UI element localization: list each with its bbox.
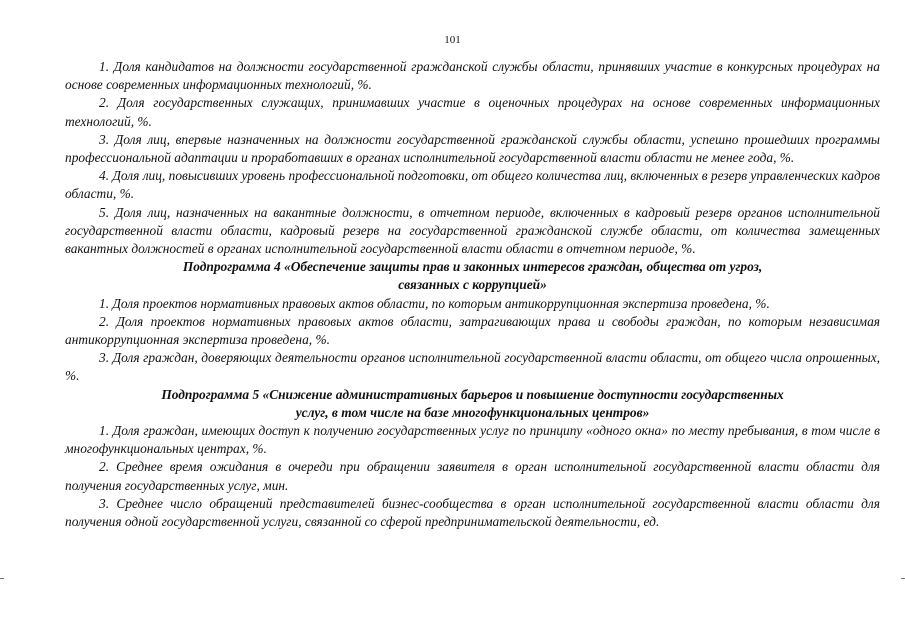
left-edge-mark [0,578,4,579]
indicator-item: 3. Среднее число обращений представителей бизнес-сообщества в орган исполнительной государственной власти области для получения одной государственной услуги, связанной со сферой предпринимательской деятельности, ед. [65,495,880,530]
subprogram-5-heading-line1: Подпрограмма 5 «Снижение административных барьеров и повышение доступности государственных [161,386,784,402]
document-body [65,58,880,531]
right-edge-mark [901,578,905,579]
indicator-item: 4. Доля лиц, повысивших уровень профессиональной подготовки, от общего количества лиц, включенных в резерв управленческих кадров области, %. [65,168,880,202]
indicator-item: 2. Доля государственных служащих, принимавших участие в оценочных процедурах на основе современных информационных технологий, %. [65,95,880,129]
page-number: 101 [444,34,461,46]
indicator-item: 1. Доля кандидатов на должности государственной гражданской службы области, принявших участие в конкурсных процедурах на основе современных информационных технологий, %. [65,59,880,93]
subprogram-5-heading-line2: услуг, в том числе на базе многофункциональных центров» [295,404,650,420]
indicator-item: 3. Доля лиц, впервые назначенных на должности государственной гражданской службы области, успешно прошедших программы профессиональной адаптации и проработавших в органах исполнительной государственной власти области не менее года, %. [65,131,880,166]
indicator-item: 3. Доля граждан, доверяющих деятельности органов исполнительной государственной власти области, от общего числа опрошенных, %. [65,350,880,384]
subprogram-4-heading [65,258,880,294]
subprogram-5-heading [65,386,880,422]
subprogram-4-heading-line2: связанных с коррупцией» [398,277,547,293]
indicator-item: 2. Среднее время ожидания в очереди при обращении заявителя в орган исполнительной государственной власти области для получения государственных услуг, мин. [65,459,880,493]
indicator-item: 1. Доля граждан, имеющих доступ к получению государственных услуг по принципу «одного окна» по месту пребывания, в том числе в многофункциональных центрах, %. [65,423,880,457]
indicator-item: 1. Доля проектов нормативных правовых актов области, по которым антикоррупционная экспертиза проведена, %. [99,295,770,311]
indicator-item: 5. Доля лиц, назначенных на вакантные должности, в отчетном периоде, включенных в кадровый резерв органов исполнительной государственной власти области, кадровый резерв на государственной гражданской службе области, от количества замещенных вакантных должностей в органах исполнительной государственной власти области в отчетном периоде, %. [65,204,880,257]
subprogram-4-heading-line1: Подпрограмма 4 «Обеспечение защиты прав и законных интересов граждан, общества от угроз, [182,259,763,275]
indicator-item: 2. Доля проектов нормативных правовых актов области, затрагивающих права и свободы граждан, по которым независимая антикоррупционная экспертиза проведена, %. [65,313,880,348]
